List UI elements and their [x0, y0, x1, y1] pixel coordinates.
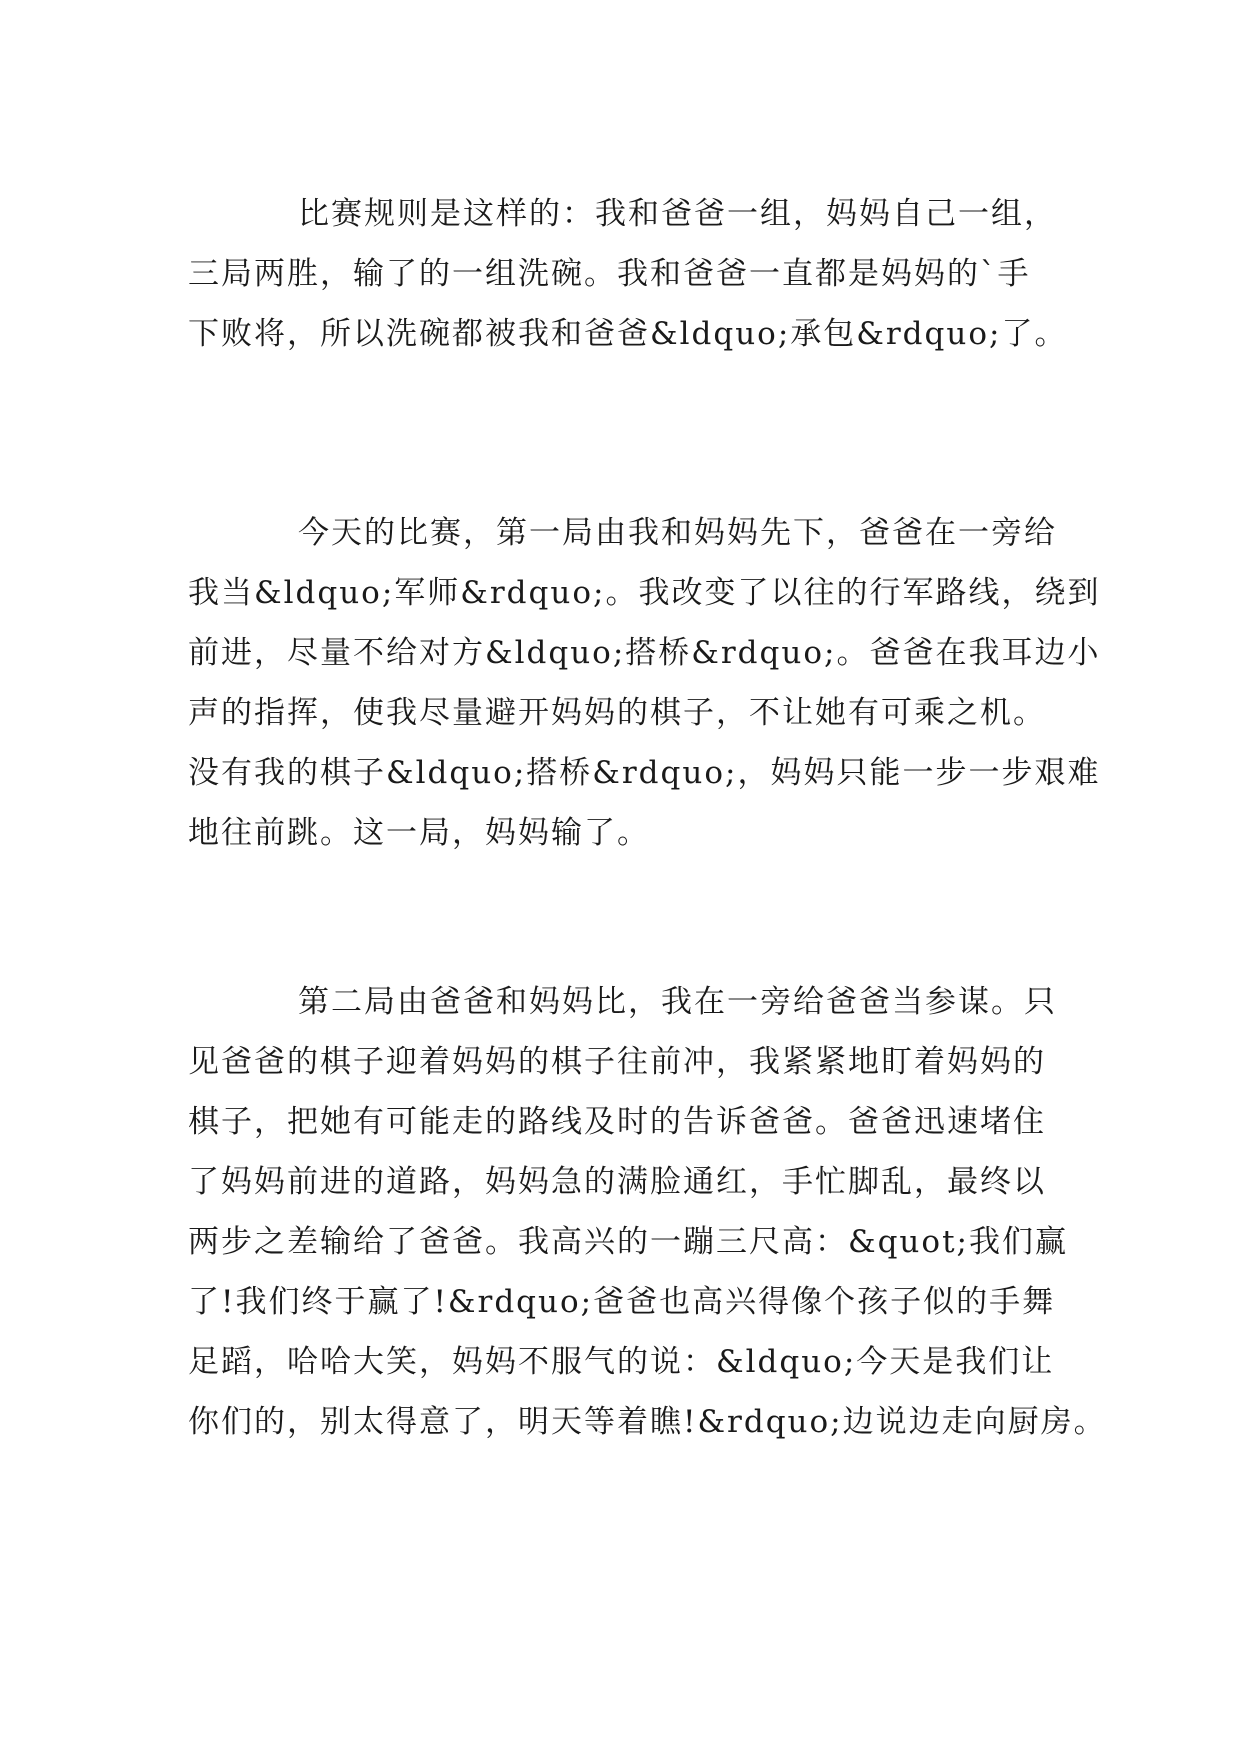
text-line: 三局两胜，输了的一组洗碗。我和爸爸一直都是妈妈的`手 [188, 256, 1031, 292]
text-line: 今天的比赛，第一局由我和妈妈先下，爸爸在一旁给 [298, 515, 1057, 551]
text-line: 了!我们终于赢了!&rdquo;爸爸也高兴得像个孩子似的手舞 [188, 1284, 1056, 1320]
text-line: 我当&ldquo;军师&rdquo;。我改变了以往的行军路线，绕到 [188, 575, 1101, 611]
text-line: 见爸爸的棋子迎着妈妈的棋子往前冲，我紧紧地盯着妈妈的 [188, 1044, 1046, 1080]
text-line: 你们的，别太得意了，明天等着瞧!&rdquo;边说边走向厨房。 [188, 1404, 1107, 1440]
text-line: 足蹈，哈哈大笑，妈妈不服气的说：&ldquo;今天是我们让 [188, 1344, 1055, 1380]
paragraph-round-two [188, 972, 1107, 1452]
text-line: 比赛规则是这样的：我和爸爸一组，妈妈自己一组， [298, 196, 1057, 232]
text-line: 前进，尽量不给对方&ldquo;搭桥&rdquo;。爸爸在我耳边小 [188, 635, 1101, 671]
text-line: 地往前跳。这一局，妈妈输了。 [188, 815, 650, 851]
text-line: 下败将，所以洗碗都被我和爸爸&ldquo;承包&rdquo;了。 [188, 316, 1068, 352]
text-line: 棋子，把她有可能走的路线及时的告诉爸爸。爸爸迅速堵住 [188, 1104, 1046, 1140]
text-line: 声的指挥，使我尽量避开妈妈的棋子，不让她有可乘之机。 [188, 695, 1046, 731]
text-line: 了妈妈前进的道路，妈妈急的满脸通红，手忙脚乱，最终以 [188, 1164, 1046, 1200]
paragraph-rules [188, 184, 1068, 364]
text-line: 第二局由爸爸和妈妈比，我在一旁给爸爸当参谋。只 [298, 984, 1057, 1020]
text-line: 没有我的棋子&ldquo;搭桥&rdquo;，妈妈只能一步一步艰难 [188, 755, 1101, 791]
text-line: 两步之差输给了爸爸。我高兴的一蹦三尺高：&quot;我们赢 [188, 1224, 1068, 1260]
paragraph-round-one [188, 503, 1101, 863]
